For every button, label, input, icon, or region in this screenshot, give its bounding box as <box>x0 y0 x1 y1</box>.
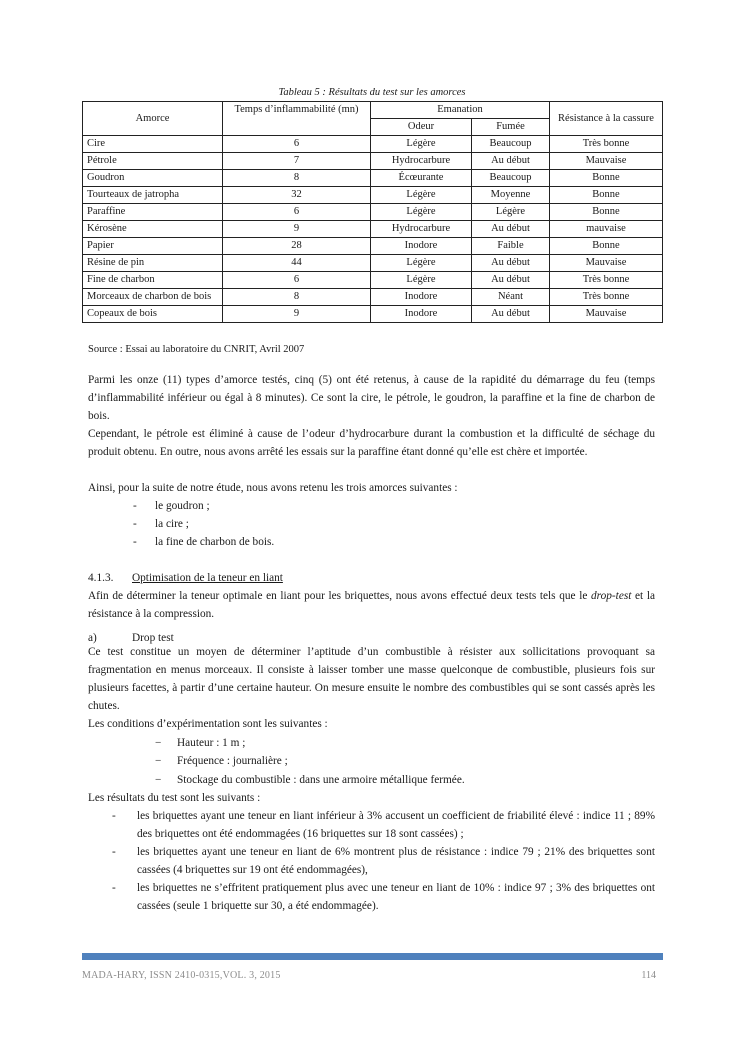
cell-amorce: Paraffine <box>83 204 223 221</box>
cell-resistance: Très bonne <box>550 289 663 306</box>
retained-text: le goudron ; <box>155 500 210 512</box>
result-item <box>112 879 655 915</box>
list-marker: - <box>133 536 137 548</box>
cell-resistance: Bonne <box>550 170 663 187</box>
cell-temps: 7 <box>223 153 371 170</box>
retained-item <box>133 515 189 533</box>
list-marker: - <box>112 846 116 858</box>
cell-resistance: mauvaise <box>550 221 663 238</box>
table-row <box>83 306 663 323</box>
cell-resistance: Mauvaise <box>550 255 663 272</box>
table-row <box>83 255 663 272</box>
header-emanation: Emanation <box>371 102 550 119</box>
cell-amorce: Morceaux de charbon de bois <box>83 289 223 306</box>
retained-item <box>133 533 274 551</box>
cell-odeur: Hydrocarbure <box>371 221 472 238</box>
table-caption: Tableau 5 : Résultats du test sur les amorces <box>278 87 466 98</box>
cell-temps: 6 <box>223 136 371 153</box>
cell-fumee: Beaucoup <box>472 136 550 153</box>
cell-temps: 8 <box>223 289 371 306</box>
cell-amorce: Cire <box>83 136 223 153</box>
table-row <box>83 221 663 238</box>
cell-amorce: Résine de pin <box>83 255 223 272</box>
cell-odeur: Hydrocarbure <box>371 153 472 170</box>
subsection-letter: a) <box>88 632 97 644</box>
cell-resistance: Très bonne <box>550 272 663 289</box>
section-title: Optimisation de la teneur en liant <box>132 572 283 584</box>
drop-test-description: Ce test constitue un moyen de déterminer l’aptitude d’un combustible à résister aux sollicitations provoquant sa fragmentation en menus morceaux. Il consiste à laisser tomber une masse quelconque de combustible, plusieurs fois sur plusieurs facettes, à partir d’une certaine hauteur. On mesure ensuite le nombre des combustibles qui se sont cassés après les chutes. <box>88 646 655 712</box>
table-row <box>83 170 663 187</box>
list-marker: − <box>155 755 162 767</box>
cell-odeur: Légère <box>371 204 472 221</box>
table-row <box>83 187 663 204</box>
cell-temps: 6 <box>223 272 371 289</box>
cell-temps: 32 <box>223 187 371 204</box>
table-source: Source : Essai au laboratoire du CNRIT, Avril 2007 <box>88 344 305 355</box>
paragraph-elimination: Cependant, le pétrole est éliminé à cause de l’odeur d’hydrocarbure durant la combustion et la difficulté de séchage du produit obtenu. En outre, nous avons arrêté les essais sur la paraffine étant donné qu’elle est chère et importée. <box>88 428 655 458</box>
retained-text: la cire ; <box>155 518 189 530</box>
table-row <box>83 153 663 170</box>
cell-amorce: Papier <box>83 238 223 255</box>
condition-item <box>155 771 465 789</box>
cell-fumee: Moyenne <box>472 187 550 204</box>
section-intro <box>88 587 655 623</box>
cell-resistance: Mauvaise <box>550 153 663 170</box>
list-marker: − <box>155 737 162 749</box>
header-fumee: Fumée <box>472 119 550 136</box>
cell-odeur: Légère <box>371 187 472 204</box>
cell-temps: 6 <box>223 204 371 221</box>
list-marker: - <box>133 500 137 512</box>
results-table <box>82 101 663 323</box>
cell-resistance: Très bonne <box>550 136 663 153</box>
paragraph-selection: Parmi les onze (11) types d’amorce testés, cinq (5) ont été retenus, à cause de la rapidité du démarrage du feu (temps d’inflammabilité inférieur ou égal à 8 minutes). Ce sont la cire, le pétrole, le goudron, la paraffine et la fine de charbon de bois. <box>88 374 655 422</box>
list-marker: - <box>133 518 137 530</box>
intro-start: Afin de déterminer la teneur optimale en liant pour les briquettes, nous avons effectué deux tests tels que le <box>88 590 591 602</box>
cell-amorce: Copeaux de bois <box>83 306 223 323</box>
page-number: 114 <box>641 970 656 981</box>
results-intro: Les résultats du test sont les suivants : <box>88 792 261 804</box>
condition-text: Fréquence : journalière ; <box>177 755 288 767</box>
condition-item <box>155 734 245 752</box>
result-text: les briquettes ayant une teneur en liant inférieur à 3% accusent un coefficient de friabilité élevé : indice 11 ; 89% des briquettes ont été endommagées (16 briquettes sur 18 sont cassées) ; <box>137 810 655 840</box>
header-odeur: Odeur <box>371 119 472 136</box>
table-row <box>83 289 663 306</box>
section-number: 4.1.3. <box>88 572 114 584</box>
cell-odeur: Légère <box>371 136 472 153</box>
subsection-title: Drop test <box>132 632 174 644</box>
cell-amorce: Pétrole <box>83 153 223 170</box>
retained-text: la fine de charbon de bois. <box>155 536 275 548</box>
cell-fumee: Au début <box>472 306 550 323</box>
cell-fumee: Au début <box>472 221 550 238</box>
result-item <box>112 843 655 879</box>
cell-fumee: Au début <box>472 255 550 272</box>
cell-odeur: Inodore <box>371 289 472 306</box>
cell-amorce: Tourteaux de jatropha <box>83 187 223 204</box>
table-body <box>83 136 663 323</box>
list-marker: − <box>155 774 162 786</box>
condition-text: Stockage du combustible : dans une armoire métallique fermée. <box>177 774 465 786</box>
list-marker: - <box>112 882 116 894</box>
cell-fumee: Néant <box>472 289 550 306</box>
table-row <box>83 136 663 153</box>
cell-amorce: Goudron <box>83 170 223 187</box>
cell-temps: 9 <box>223 306 371 323</box>
cell-odeur: Inodore <box>371 306 472 323</box>
intro-emphasis: drop-test <box>591 590 632 602</box>
cell-fumee: Faible <box>472 238 550 255</box>
cell-temps: 44 <box>223 255 371 272</box>
header-amorce: Amorce <box>83 102 223 136</box>
cell-amorce: Fine de charbon <box>83 272 223 289</box>
cell-odeur: Légère <box>371 255 472 272</box>
retained-item <box>133 497 210 515</box>
paragraph-retained-intro: Ainsi, pour la suite de notre étude, nous avons retenu les trois amorces suivantes : <box>88 482 458 494</box>
cell-resistance: Mauvaise <box>550 306 663 323</box>
intro-end: et la résistance à la compression. <box>88 590 655 620</box>
list-marker: - <box>112 810 116 822</box>
result-text: les briquettes ayant une teneur en liant de 6% montrent plus de résistance : indice 79 ; 21% des briquettes sont cassées (4 briquettes sur 19 ont été endommagées), <box>137 846 655 876</box>
result-item <box>112 807 655 843</box>
cell-fumee: Légère <box>472 204 550 221</box>
cell-fumee: Au début <box>472 153 550 170</box>
header-temps: Temps d’inflammabilité (mn) <box>223 102 371 136</box>
cell-temps: 9 <box>223 221 371 238</box>
cell-fumee: Beaucoup <box>472 170 550 187</box>
header-resistance: Résistance à la cassure <box>550 102 663 136</box>
footer-rule <box>82 953 663 960</box>
cell-odeur: Inodore <box>371 238 472 255</box>
cell-fumee: Au début <box>472 272 550 289</box>
table-row <box>83 204 663 221</box>
cell-resistance: Bonne <box>550 204 663 221</box>
cell-odeur: Légère <box>371 272 472 289</box>
cell-resistance: Bonne <box>550 187 663 204</box>
conditions-intro: Les conditions d’expérimentation sont les suivantes : <box>88 718 328 730</box>
condition-text: Hauteur : 1 m ; <box>177 737 246 749</box>
footer-journal: MADA-HARY, ISSN 2410-0315,VOL. 3, 2015 <box>82 970 281 981</box>
table-row <box>83 238 663 255</box>
cell-temps: 28 <box>223 238 371 255</box>
cell-odeur: Écœurante <box>371 170 472 187</box>
cell-temps: 8 <box>223 170 371 187</box>
section-heading <box>88 569 283 587</box>
result-text: les briquettes ne s’effritent pratiquement plus avec une teneur en liant de 10% : indice 97 ; 3% des briquettes ont cassées (seule 1 briquette sur 30, a été endommagée). <box>137 882 655 912</box>
condition-item <box>155 752 288 770</box>
cell-resistance: Bonne <box>550 238 663 255</box>
cell-amorce: Kérosène <box>83 221 223 238</box>
table-row <box>83 272 663 289</box>
